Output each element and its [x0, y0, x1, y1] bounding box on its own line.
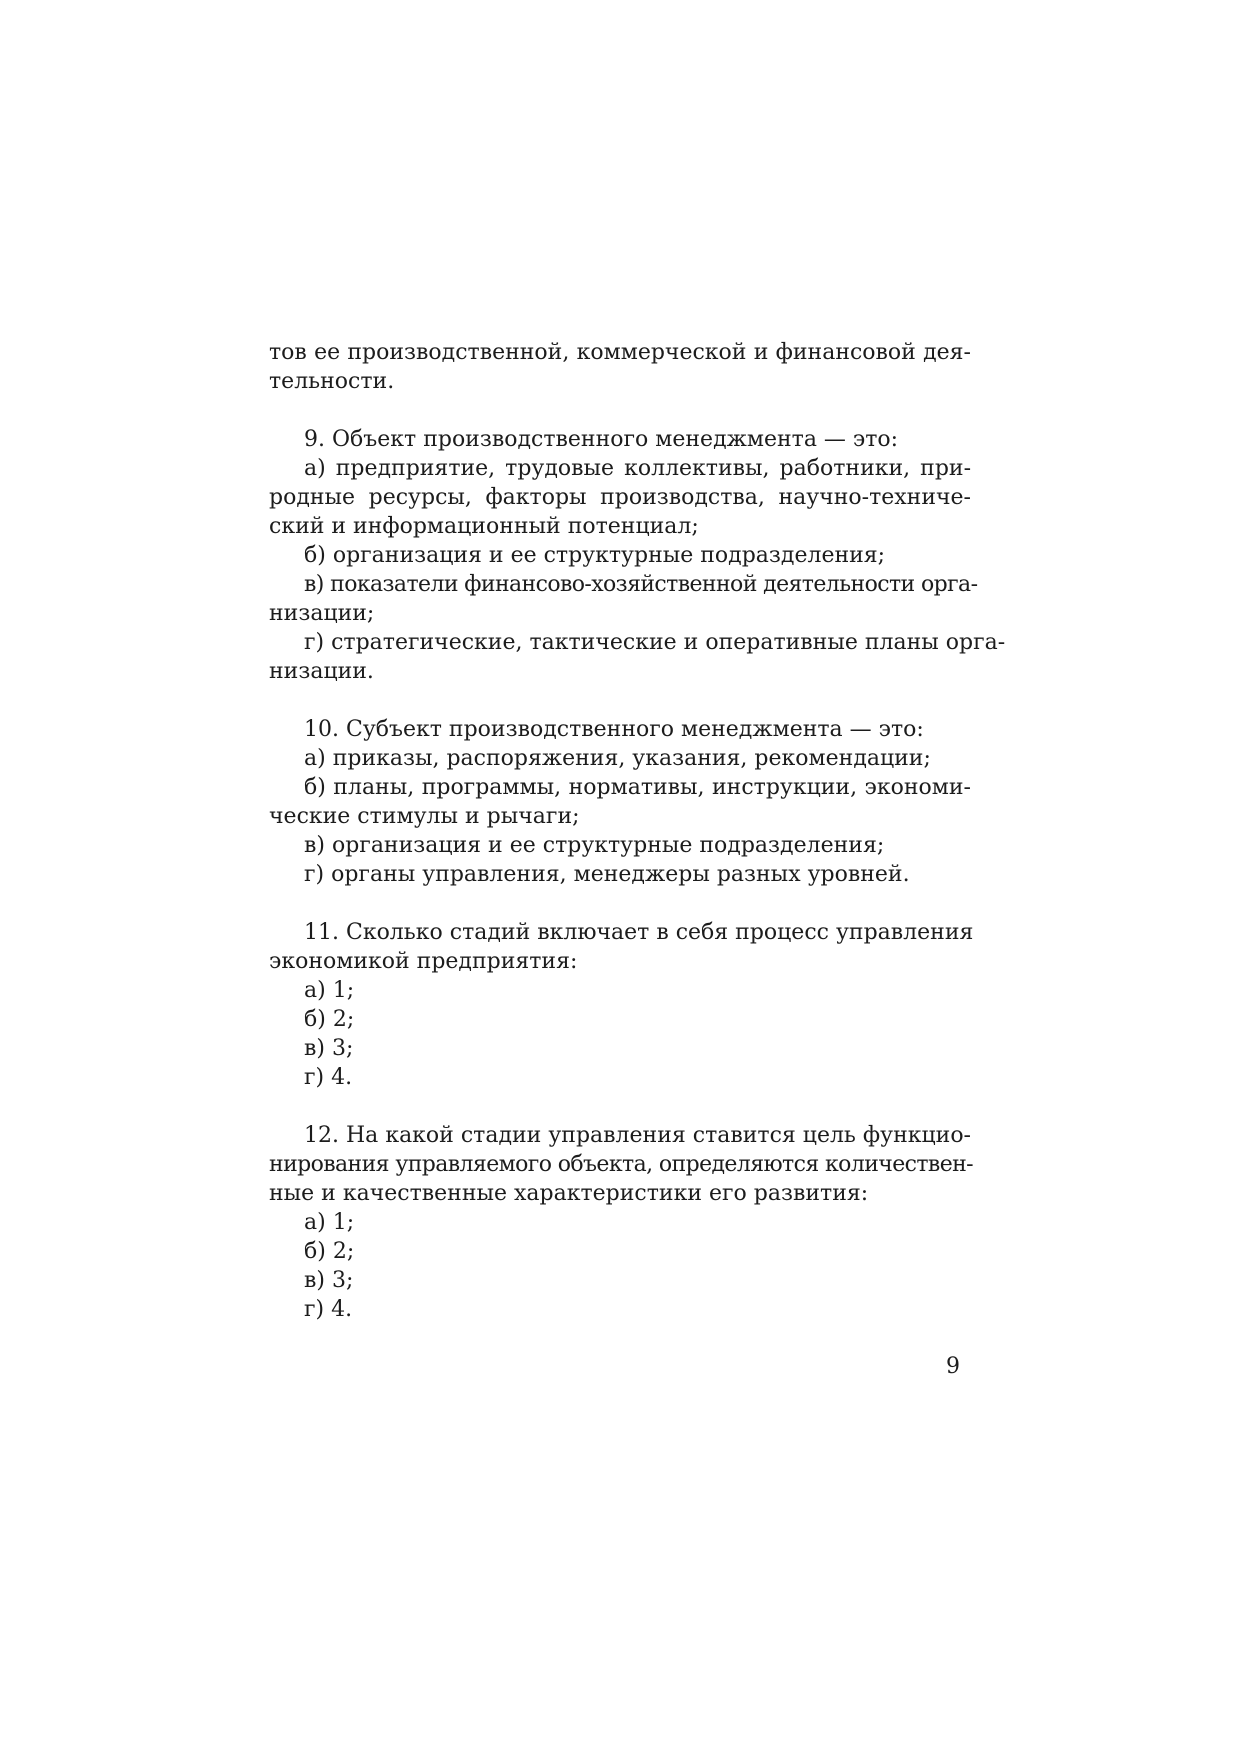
question-text: 12. На какой стадии управления ставится цель функцио-: [304, 1123, 971, 1148]
answer-option-c: в) показатели финансово-хозяйственной деятельности орга-: [304, 572, 978, 597]
page-body: [269, 338, 1006, 1324]
question-12: [269, 1121, 974, 1324]
answer-option-d: г) 4.: [304, 1065, 353, 1090]
answer-option-b: б) 2;: [304, 1239, 355, 1264]
answer-option-a: а) 1;: [304, 1210, 355, 1235]
question-9: [269, 425, 1006, 686]
answer-option-b: б) организация и ее структурные подразделения;: [304, 543, 886, 568]
question-text-cont: экономикой предприятия:: [269, 949, 578, 974]
answer-option-b: б) 2;: [304, 1007, 355, 1032]
answer-option-d: г) 4.: [304, 1297, 353, 1322]
spacer: [269, 889, 971, 918]
question-text: 11. Сколько стадий включает в себя процесс управления: [304, 920, 974, 945]
question-10: [269, 715, 971, 889]
page-number: 9: [946, 1354, 960, 1379]
question-text-cont: ные и качественные характеристики его развития:: [269, 1181, 869, 1206]
answer-option-d: г) органы управления, менеджеры разных уровней.: [304, 862, 910, 887]
spacer: [269, 686, 971, 715]
answer-option-d-cont: низации.: [269, 659, 374, 684]
question-text: 9. Объект производственного менеджмента — это:: [304, 427, 899, 452]
answer-option-b-cont: ческие стимулы и рычаги;: [269, 804, 580, 829]
question-text-cont: нирования управляемого объекта, определяются количествен-: [269, 1152, 974, 1177]
spacer: [269, 396, 971, 425]
answer-option-c: в) организация и ее структурные подразделения;: [304, 833, 885, 858]
answer-option-c: в) 3;: [304, 1036, 354, 1061]
intro-line: тельности.: [269, 369, 395, 394]
answer-option-b: б) планы, программы, нормативы, инструкции, экономи-: [304, 775, 971, 800]
intro-line: тов ее производственной, коммерческой и финансовой дея-: [269, 340, 971, 365]
answer-option-a: а) предприятие, трудовые коллективы, работники, при-: [304, 456, 971, 481]
answer-option-a-cont: ский и информационный потенциал;: [269, 514, 699, 539]
answer-option-a-cont: родные ресурсы, факторы производства, научно-техниче-: [269, 485, 971, 510]
answer-option-c-cont: низации;: [269, 601, 375, 626]
answer-option-a: а) приказы, распоряжения, указания, рекомендации;: [304, 746, 931, 771]
question-text: 10. Субъект производственного менеджмента — это:: [304, 717, 924, 742]
answer-option-d: г) стратегические, тактические и оперативные планы орга-: [304, 630, 1006, 655]
spacer: [269, 1092, 971, 1121]
question-11: [269, 918, 974, 1092]
answer-option-a: а) 1;: [304, 978, 355, 1003]
answer-option-c: в) 3;: [304, 1268, 354, 1293]
